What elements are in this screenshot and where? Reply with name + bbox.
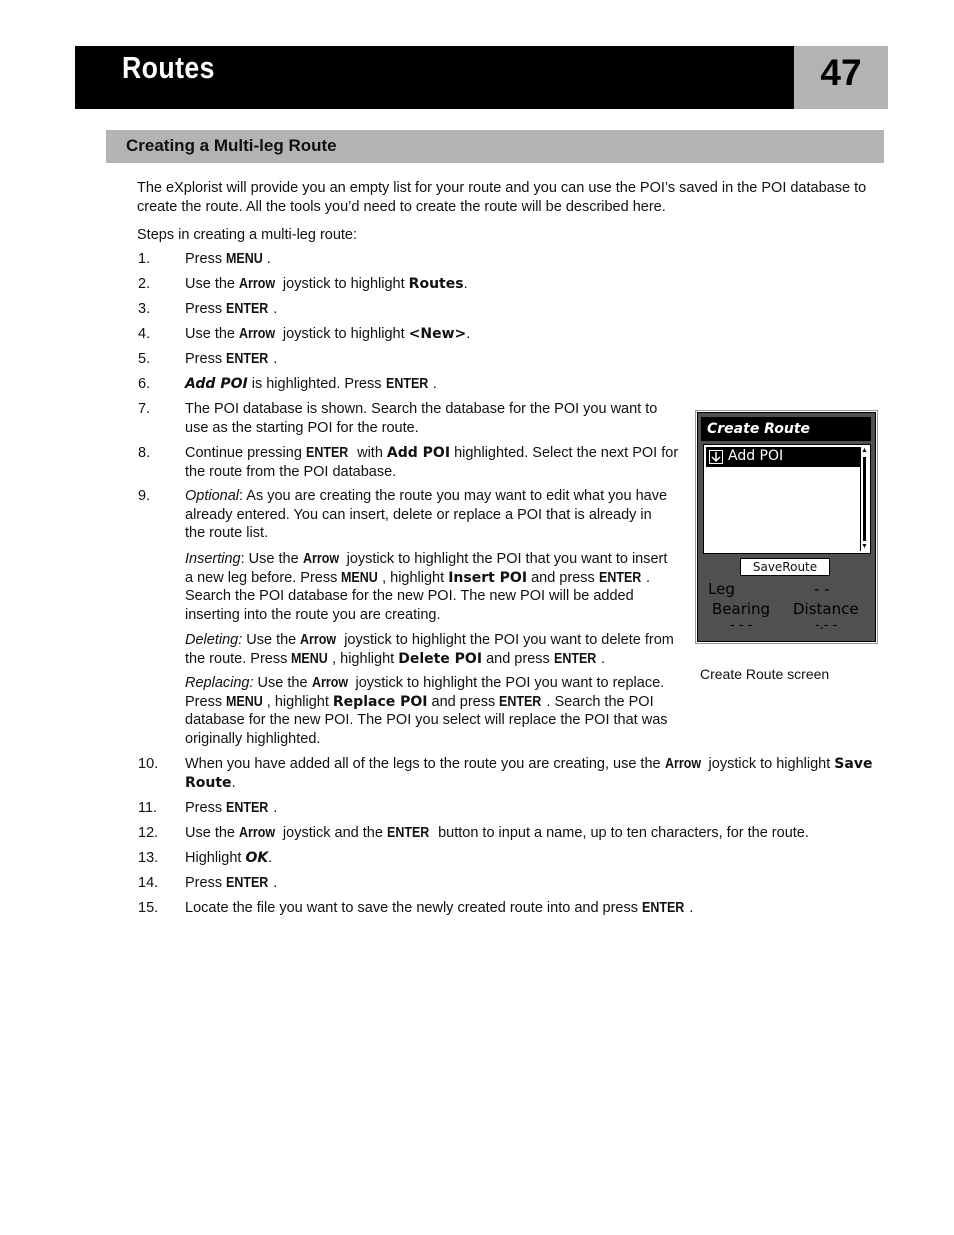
step-number: 6. — [138, 376, 151, 392]
page-number: 47 — [820, 52, 862, 93]
step-number: 15. — [138, 900, 159, 916]
step-text: Use the Arrow joystick to highlight <New>. — [185, 326, 471, 342]
step-number: 12. — [138, 825, 159, 841]
section-heading-bar — [106, 130, 884, 163]
step-text: Highlight OK. — [185, 850, 273, 866]
section-title: Creating a Multi-leg Route — [126, 136, 337, 155]
scroll-down-arrow-icon: ▼ — [861, 543, 868, 550]
step-number: 5. — [138, 351, 151, 367]
step-number: 8. — [138, 445, 151, 461]
route-list-item-label: Add POI — [728, 448, 784, 464]
replacing-paragraph: Replacing: Use the Arrow joystick to highlight the POI you want to replace. Press MENU , highlight Replace POI and press ENTER . Search the POI database for the new POI. The POI you select will replace the POI that was originally highlighted. — [185, 675, 668, 747]
step-text: The POI database is shown. Search the database for the POI you want to use as the starting POI for the route. — [185, 401, 658, 436]
step-number: 2. — [138, 276, 151, 292]
step-text: Press ENTER . — [185, 875, 278, 891]
step-text: Use the Arrow joystick to highlight Routes. — [185, 276, 468, 292]
list-scrollbar — [860, 447, 868, 551]
distance-value: -.- - — [815, 618, 838, 633]
steps-intro: Steps in creating a multi-leg route: — [137, 227, 358, 243]
step-number: 10. — [138, 756, 159, 772]
scroll-up-arrow-icon: ▲ — [861, 447, 868, 454]
step-number: 13. — [138, 850, 159, 866]
inserting-paragraph: Inserting: Use the Arrow joystick to highlight the POI that you want to insert a new leg before. Press MENU , highlight Insert POI and press ENTER . Search the POI database for the new POI. The new POI will be added inserting into the route you are creating. — [185, 551, 668, 623]
step-number: 14. — [138, 875, 159, 891]
step-text: Press MENU . — [185, 251, 271, 267]
device-title: Create Route — [707, 421, 811, 437]
chapter-title: Routes — [122, 50, 215, 85]
step-text: Press ENTER . — [185, 800, 278, 816]
create-route-device-screen — [697, 412, 876, 642]
step-number: 3. — [138, 301, 151, 317]
step-number: 7. — [138, 401, 151, 417]
step-number: 11. — [138, 800, 158, 816]
bearing-value: - - - — [730, 618, 753, 633]
step-text: Add POI is highlighted. Press ENTER . — [185, 376, 437, 392]
deleting-paragraph: Deleting: Use the Arrow joystick to highlight the POI you want to delete from the route. Press MENU , highlight Delete POI and press ENTER . — [185, 632, 674, 667]
leg-label: Leg — [708, 580, 735, 598]
route-list-item-add-poi — [706, 447, 860, 467]
add-poi-icon — [709, 450, 723, 464]
step-text: Locate the file you want to save the newly created route into and press ENTER . — [185, 900, 694, 916]
chapter-header-bar — [75, 46, 794, 109]
step-number: 9. — [138, 488, 151, 504]
route-list — [703, 444, 871, 554]
step-text: Optional: As you are creating the route you may want to edit what you have already entered. You can insert, delete or replace a POI that is already in the route list. — [185, 488, 668, 542]
save-route-button: SaveRoute — [740, 558, 830, 576]
step-text: When you have added all of the legs to the route you are creating, use the Arrow joystick to highlight Save Route. — [185, 756, 873, 791]
leg-value: - - — [814, 580, 830, 598]
step-text: Use the Arrow joystick and the ENTER button to input a name, up to ten characters, for the route. — [185, 825, 809, 841]
bearing-label: Bearing — [712, 600, 771, 618]
step-text: Press ENTER . — [185, 301, 278, 317]
device-title-bar — [701, 417, 871, 441]
figure-caption: Create Route screen — [700, 666, 830, 682]
step-text: Continue pressing ENTER with Add POI highlighted. Select the next POI for the route from the POI database. — [185, 445, 679, 480]
scroll-thumb — [863, 457, 866, 541]
step-number: 4. — [138, 326, 151, 342]
step-number: 1. — [138, 251, 151, 267]
step-text: Press ENTER . — [185, 351, 278, 367]
page-number-box — [794, 46, 888, 109]
intro-paragraph: The eXplorist will provide you an empty list for your route and you can use the POI’s saved in the POI database to create the route. All the tools you’d need to create the route will be described here. — [137, 180, 867, 215]
distance-label: Distance — [793, 600, 859, 618]
